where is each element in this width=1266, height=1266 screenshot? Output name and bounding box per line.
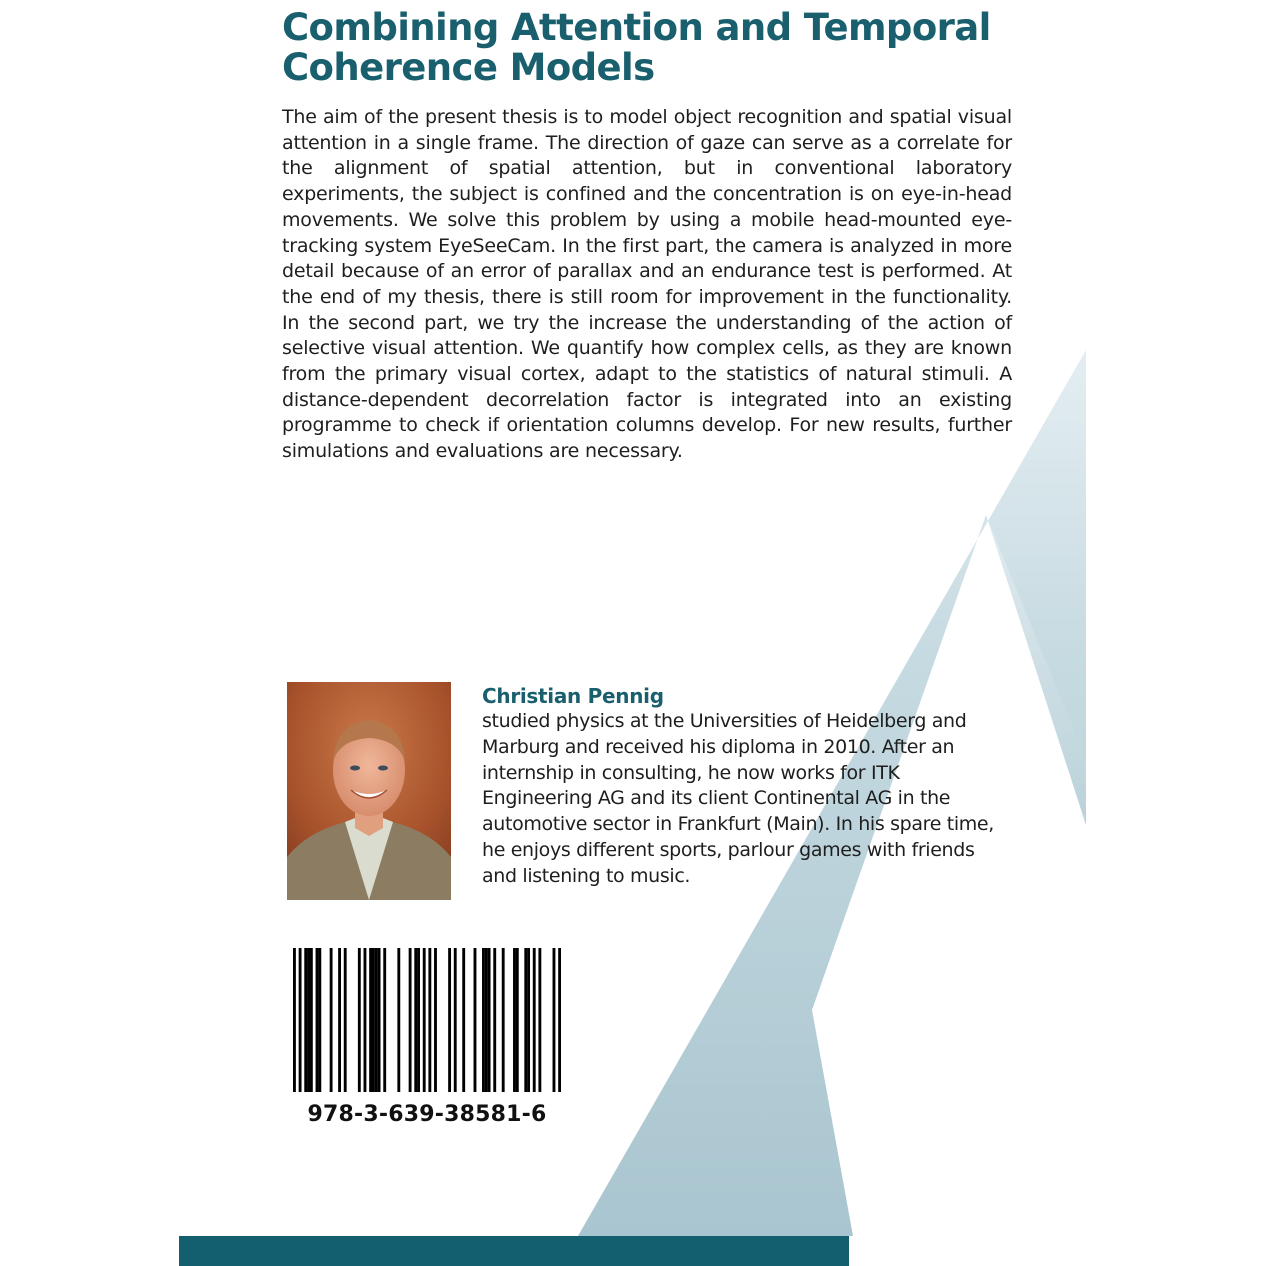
barcode-bar bbox=[454, 948, 457, 1092]
book-title: Combining Attention and Temporal Coherence Models bbox=[282, 6, 991, 89]
barcode-bar bbox=[533, 948, 536, 1092]
barcode-bar bbox=[358, 948, 361, 1092]
barcode-bar bbox=[383, 948, 386, 1092]
barcode-bar bbox=[338, 948, 341, 1092]
barcode-bar bbox=[304, 948, 307, 1092]
book-description: The aim of the present thesis is to model object recognition and spatial visual attention in a single frame. The direction of gaze can serve as a correlate for the alignment of spatial attention, but in conventional laboratory experiments, the subject is confined and the concentration is on eye-in-head movements. We solve this problem by using a mobile head-mounted eye-tracking system EyeSeeCam. In the first part, the camera is analyzed in more detail because of an error of parallax and an endurance test is performed. At the end of my thesis, there is still room for improvement in the functionality. In the second part, we try the increase the understanding of the action of selective visual attention. We quantify how complex cells, as they are known from the primary visual cortex, adapt to the statistics of natural stimuli. A distance-dependent decorrelation factor is integrated into an existing programme to check if orientation columns develop. For new results, further simulations and evaluations are necessary. bbox=[282, 106, 1012, 463]
barcode-bar bbox=[417, 948, 420, 1092]
barcode-bar bbox=[513, 948, 516, 1092]
barcode-bar bbox=[299, 948, 302, 1092]
barcode-bar bbox=[369, 948, 372, 1092]
barcode-bar bbox=[330, 948, 333, 1092]
bottom-color-band bbox=[179, 1236, 849, 1266]
author-photo bbox=[287, 682, 451, 900]
author-bio: studied physics at the Universities of Heidelberg and Marburg and received his diploma in 2010. After an internship in consulting, he now works for ITK Engineering AG and its client Continental AG in the automotive sector in Frankfurt (Main). In his spare time, he enjoys different sports, parlour games with friends and listening to music. bbox=[482, 710, 994, 887]
barcode-bar bbox=[375, 948, 378, 1092]
barcode-bar bbox=[516, 948, 519, 1092]
barcode-bar bbox=[493, 948, 496, 1092]
barcode-bar bbox=[434, 948, 437, 1092]
barcode-bar bbox=[310, 948, 313, 1092]
barcode-bar bbox=[448, 948, 451, 1092]
barcode-bar bbox=[397, 948, 400, 1092]
barcode-bar bbox=[428, 948, 431, 1092]
barcode-bar bbox=[344, 948, 347, 1092]
barcode-bar bbox=[414, 948, 417, 1092]
barcode-bar bbox=[474, 948, 477, 1092]
barcode-bar bbox=[527, 948, 530, 1092]
barcode-bar bbox=[485, 948, 488, 1092]
barcode-bar bbox=[307, 948, 310, 1092]
barcode-bar bbox=[372, 948, 375, 1092]
barcode-bar bbox=[553, 948, 556, 1092]
barcode-bar bbox=[409, 948, 412, 1092]
barcode-bar bbox=[293, 948, 296, 1092]
barcode-bar bbox=[316, 948, 319, 1092]
barcode-bar bbox=[538, 948, 541, 1092]
barcode-bar bbox=[462, 948, 465, 1092]
barcode-bar bbox=[378, 948, 381, 1092]
isbn-barcode bbox=[293, 948, 561, 1092]
barcode-bar bbox=[423, 948, 426, 1092]
barcode-bar bbox=[364, 948, 367, 1092]
author-name: Christian Pennig bbox=[482, 684, 664, 708]
barcode-bar bbox=[558, 948, 561, 1092]
barcode-bar bbox=[318, 948, 321, 1092]
barcode-bar bbox=[502, 948, 505, 1092]
isbn-number: 978-3-639-38581-6 bbox=[307, 1102, 547, 1127]
barcode-bar bbox=[524, 948, 527, 1092]
barcode-bar bbox=[488, 948, 491, 1092]
barcode-bar bbox=[482, 948, 485, 1092]
